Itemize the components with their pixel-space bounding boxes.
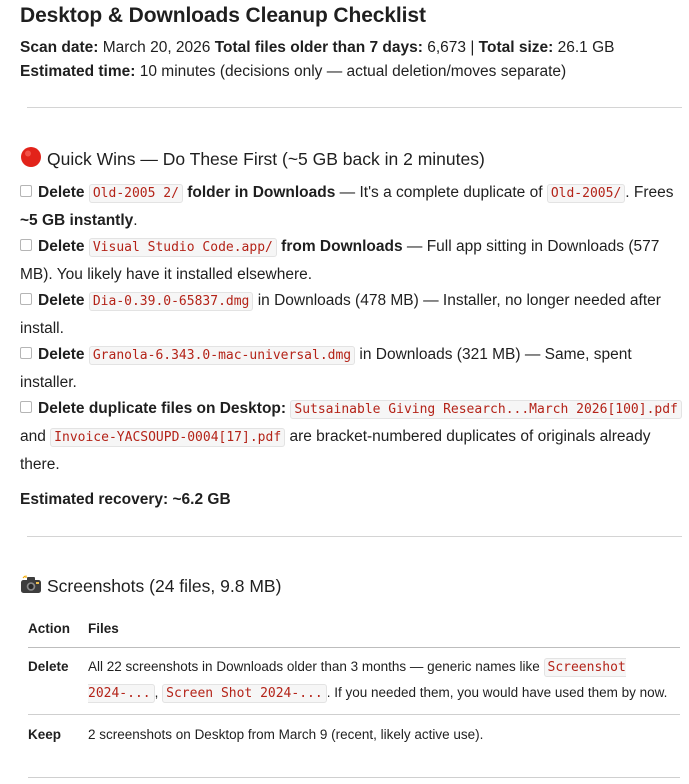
row-description: 2 screenshots on Desktop from March 9 (recent, likely active use).	[88, 727, 484, 742]
page-title: Desktop & Downloads Cleanup Checklist	[20, 4, 426, 27]
row-description: All 22 screenshots in Downloads older than 3 months — generic names like	[88, 659, 544, 674]
row-action	[28, 648, 88, 715]
action-label: Delete	[28, 659, 69, 674]
column-header-files: Files	[88, 620, 119, 636]
checklist-item	[20, 395, 682, 478]
checkbox[interactable]	[20, 185, 32, 197]
table-bottom-border	[28, 777, 680, 778]
quick-wins-heading-text: Quick Wins — Do These First (~5 GB back in 2 minutes)	[47, 149, 485, 169]
checklist-item	[20, 341, 682, 396]
file-path: Old-2005/	[547, 184, 625, 203]
item-savings: ~5 GB instantly	[20, 212, 134, 229]
file-path: Dia-0.39.0-65837.dmg	[89, 292, 254, 311]
estimated-time	[20, 62, 566, 82]
estimated-time-label: Estimated time:	[20, 63, 136, 80]
item-action: Delete	[38, 346, 85, 363]
row-description: . If you needed them, you would have used them by now.	[326, 684, 668, 700]
scan-summary	[20, 38, 614, 58]
item-description: .	[133, 212, 138, 229]
item-location: folder in Downloads	[187, 184, 336, 201]
item-description: . Frees	[625, 184, 674, 201]
item-action: Delete	[38, 238, 85, 255]
scan-date-label: Scan date:	[20, 39, 99, 56]
item-description: in Downloads (321 MB) — Same, spent installer.	[20, 346, 632, 391]
file-path: Screenshot 2024-...	[88, 660, 626, 701]
row-files	[88, 648, 680, 715]
screenshots-heading-text: Screenshots (24 files, 9.8 MB)	[47, 576, 282, 596]
column-header-action: Action	[28, 620, 70, 636]
checklist-item	[20, 233, 682, 288]
screenshots-heading	[20, 575, 281, 600]
total-size: 26.1 GB	[557, 39, 615, 56]
total-files-label: Total files older than 7 days:	[214, 39, 423, 56]
estimated-recovery: Estimated recovery: ~6.2 GB	[20, 491, 231, 508]
row-description: ,	[154, 684, 159, 700]
total-files: 6,673	[427, 39, 466, 56]
file-path: Visual Studio Code.app/	[89, 238, 277, 257]
table-row	[28, 648, 680, 715]
action-label: Keep	[28, 727, 62, 742]
pipe-separator: |	[470, 39, 475, 56]
divider	[27, 536, 682, 537]
red-circle-icon	[20, 146, 42, 173]
camera-icon	[20, 575, 42, 600]
estimated-time-value: 10 minutes (decisions only — actual deletion/moves separate)	[139, 63, 567, 80]
file-path: Granola-6.343.0-mac-universal.dmg	[89, 346, 355, 365]
checkbox[interactable]	[20, 239, 32, 251]
item-action: Delete duplicate files on Desktop:	[38, 400, 287, 417]
row-files	[88, 715, 680, 756]
checkbox[interactable]	[20, 401, 32, 413]
scan-date: March 20, 2026	[102, 39, 211, 56]
screenshots-table	[28, 609, 680, 756]
file-path: Old-2005 2/	[89, 184, 183, 203]
item-description: — It's a complete duplicate of	[335, 184, 547, 201]
item-description: and	[20, 428, 51, 445]
total-size-label: Total size:	[478, 39, 554, 56]
item-description: are bracket-numbered duplicates of originals already there.	[20, 428, 651, 473]
item-description: in Downloads (478 MB) — Installer, no longer needed after install.	[20, 292, 661, 337]
quick-wins-heading	[20, 146, 485, 173]
item-description: — Full app sitting in Downloads (577 MB). You likely have it installed elsewhere.	[20, 238, 660, 283]
file-path: Screen Shot 2024-...	[162, 684, 327, 703]
row-action	[28, 715, 88, 756]
item-action: Delete	[38, 184, 85, 201]
item-location: from Downloads	[281, 238, 403, 255]
file-path: Sutsainable Giving Research...March 2026[100].pdf	[290, 400, 682, 419]
checkbox[interactable]	[20, 293, 32, 305]
checklist-item	[20, 287, 682, 342]
table-row	[28, 715, 680, 756]
item-action: Delete	[38, 292, 85, 309]
file-path: Invoice-YACSOUPD-0004[17].pdf	[50, 428, 285, 447]
checklist-item	[20, 179, 682, 234]
divider	[27, 107, 682, 108]
checkbox[interactable]	[20, 347, 32, 359]
